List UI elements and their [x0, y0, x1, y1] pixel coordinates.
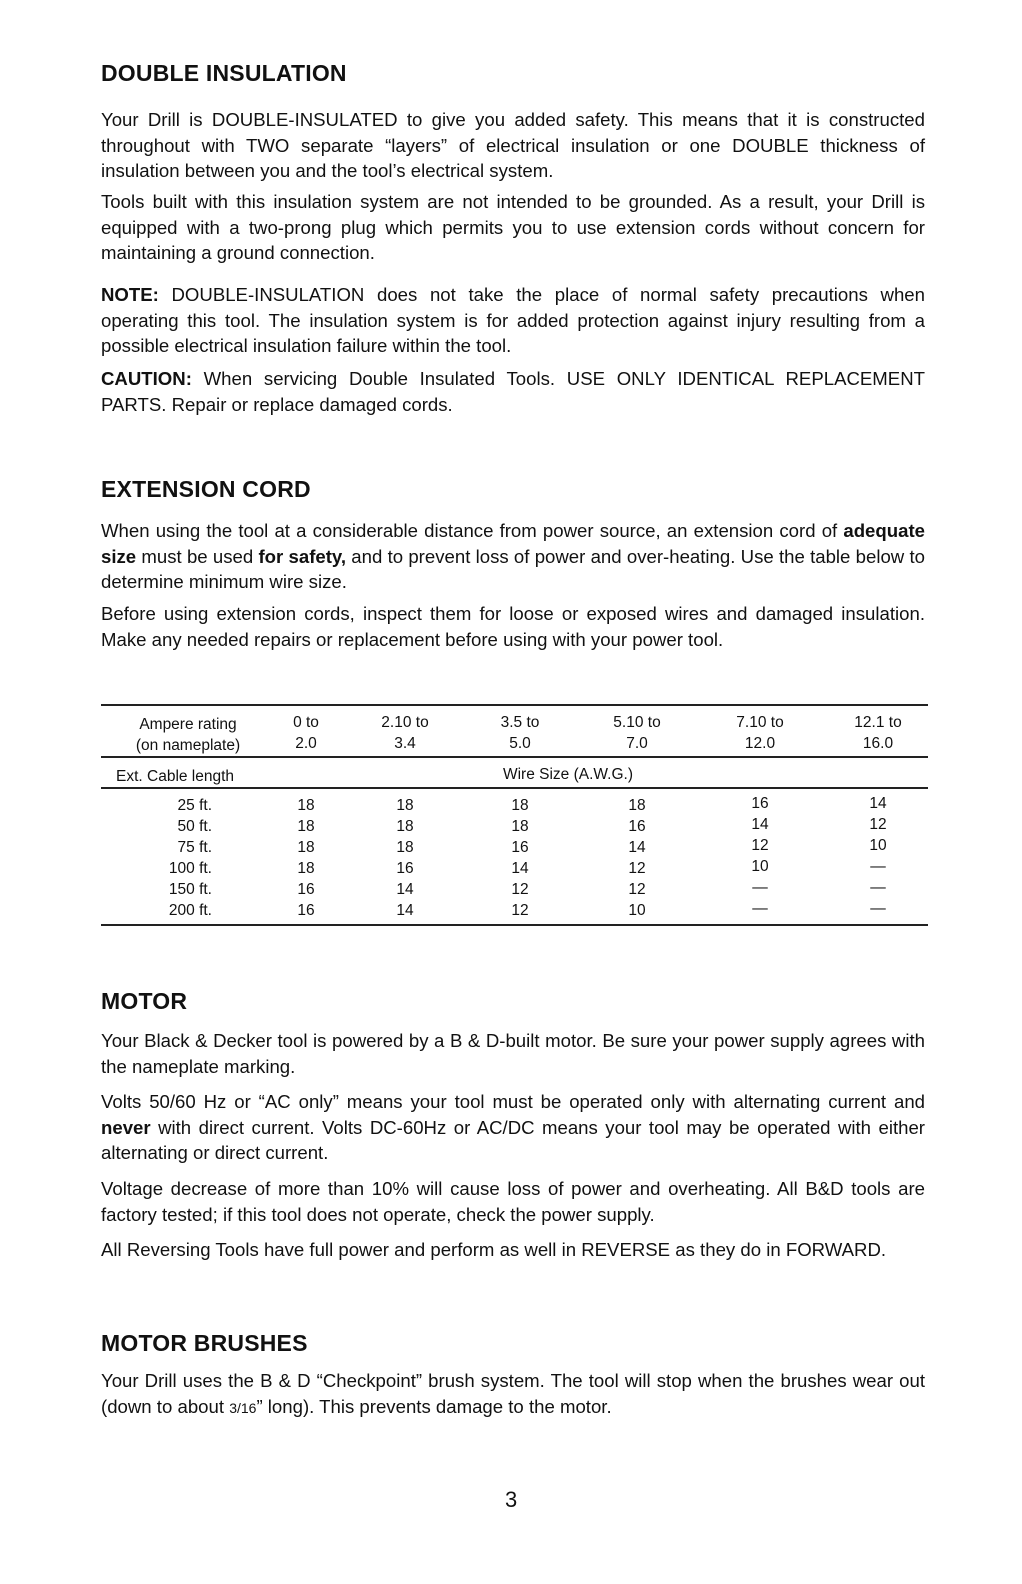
text: ” long). This prevents damage to the motor.	[256, 1395, 612, 1417]
sub-title: Wire Size (A.W.G.)	[502, 766, 634, 783]
paragraph: Your Black & Decker tool is powered by a B & D-built motor. Be sure your power supply agrees with the nameplate marking.	[101, 1030, 925, 1077]
page-number: 3	[505, 1487, 518, 1512]
table-rule	[101, 756, 928, 758]
paragraph: Voltage decrease of more than 10% will cause loss of power and overheating. All B&D tools are factory tested; if this tool does not operate, check the power supply.	[101, 1178, 925, 1225]
ampere-range-header: 2.10 to 3.4	[381, 714, 429, 752]
caution-paragraph	[101, 366, 925, 417]
ampere-range-header: 5.10 to 7.0	[613, 714, 661, 752]
table-rule	[101, 704, 928, 706]
wire-size-cell: 10	[628, 902, 646, 919]
wire-size-cell: —	[752, 879, 768, 896]
wire-size-cell: 18	[396, 818, 414, 835]
wire-size-cell: 14	[396, 902, 414, 919]
text: and to prevent loss of power and over-heating. Use the table below to determine minimum wire size.	[101, 545, 925, 593]
sub-label: Ext. Cable length	[116, 768, 235, 785]
wire-size-cell: —	[870, 900, 886, 917]
wire-size-cell: 14	[511, 860, 529, 877]
wire-size-cell: 12	[511, 902, 529, 919]
wire-size-cell: —	[752, 900, 768, 917]
header-label: Ampere rating (on nameplate)	[135, 716, 241, 754]
cable-length: 150 ft.	[168, 881, 212, 898]
wire-size-cell: 18	[297, 839, 315, 856]
paragraph: All Reversing Tools have full power and perform as well in REVERSE as they do in FORWARD.	[101, 1239, 887, 1260]
heading-motor: MOTOR	[101, 988, 188, 1014]
ampere-range-header: 0 to 2.0	[293, 714, 319, 752]
wire-size-cell: 16	[297, 881, 315, 898]
cable-length: 100 ft.	[168, 860, 212, 877]
table-rule	[101, 924, 928, 926]
wire-size-cell: 18	[297, 860, 315, 877]
wire-size-cell: 18	[396, 797, 414, 814]
paragraph	[101, 518, 925, 595]
paragraph: Before using extension cords, inspect them for loose or exposed wires and damaged insulation. Make any needed repairs or replacement before using with your power tool.	[101, 603, 925, 650]
wire-size-cell: 18	[396, 839, 414, 856]
ampere-range-header: 7.10 to 12.0	[736, 714, 784, 752]
wire-size-cell: 18	[297, 818, 315, 835]
wire-size-cell: —	[870, 858, 886, 875]
wire-size-cell: 14	[751, 816, 769, 833]
cable-length: 50 ft.	[177, 818, 212, 835]
wire-size-cell: 16	[396, 860, 414, 877]
caution-label: CAUTION:	[101, 368, 192, 389]
wire-size-cell: 18	[297, 797, 315, 814]
bold-text: for safety,	[258, 545, 347, 567]
table-rule	[101, 787, 928, 789]
cable-length: 75 ft.	[177, 839, 212, 856]
note-text: DOUBLE-INSULATION does not take the place of normal safety precautions when operating this tool. The insulation system is for added protection against injury resulting from a possible electrical insulation failure within the tool.	[101, 284, 925, 357]
wire-size-cell: 12	[751, 837, 769, 854]
wire-size-cell: 18	[628, 797, 646, 814]
text: Your Drill uses the B & D “Checkpoint” brush system. The tool will stop when the brushes wear out (down to about	[101, 1370, 925, 1417]
cable-length: 200 ft.	[168, 902, 212, 919]
paragraph: Tools built with this insulation system are not intended to be grounded. As a result, your Drill is equipped with a two-prong plug which permits you to use extension cords without concern for maintaining a ground connection.	[101, 191, 925, 264]
text: with direct current. Volts DC-60Hz or AC/DC means your tool may be operated with either alternating or direct current.	[101, 1116, 925, 1164]
wire-size-cell: 14	[396, 881, 414, 898]
wire-size-cell: 14	[869, 795, 887, 812]
note-label: NOTE:	[101, 284, 159, 305]
wire-size-cell: 18	[511, 797, 529, 814]
wire-size-cell: 14	[628, 839, 646, 856]
caution-text: When servicing Double Insulated Tools. USE ONLY IDENTICAL REPLACEMENT PARTS. Repair or replace damaged cords.	[101, 368, 925, 415]
text: When using the tool at a considerable distance from power source, an extension cord of	[101, 520, 844, 541]
paragraph	[101, 1368, 925, 1421]
ampere-range-header: 3.5 to 5.0	[500, 714, 540, 752]
fraction: 3/16	[229, 1399, 257, 1416]
ampere-range-header: 12.1 to 16.0	[854, 714, 902, 752]
paragraph: Your Drill is DOUBLE-INSULATED to give you added safety. This means that it is constructed throughout with TWO separate “layers” of electrical insulation or one DOUBLE thickness of insulation between you and the tool’s electrical system.	[101, 109, 925, 182]
wire-size-cell: 12	[628, 881, 646, 898]
text: must be used	[136, 545, 259, 567]
wire-size-cell: 10	[751, 858, 769, 875]
wire-size-cell: 16	[511, 839, 529, 856]
heading-motor-brushes: MOTOR BRUSHES	[101, 1330, 308, 1356]
wire-size-cell: 18	[511, 818, 529, 835]
bold-text: adequate size	[101, 520, 925, 567]
bold-text: never	[101, 1116, 151, 1138]
wire-size-cell: 12	[869, 816, 887, 833]
heading-double-insulation: DOUBLE INSULATION	[101, 60, 347, 86]
wire-size-cell: —	[870, 879, 886, 896]
wire-size-cell: 10	[869, 837, 887, 854]
wire-size-cell: 12	[628, 860, 646, 877]
text: Volts 50/60 Hz or “AC only” means your tool must be operated only with alternating current and	[101, 1091, 925, 1112]
wire-size-cell: 16	[628, 818, 646, 835]
wire-size-cell: 12	[511, 881, 529, 898]
paragraph	[101, 1089, 925, 1166]
cable-length: 25 ft.	[177, 797, 212, 814]
note-paragraph	[101, 282, 925, 359]
wire-size-cell: 16	[297, 902, 315, 919]
wire-size-cell: 16	[751, 795, 769, 812]
heading-extension-cord: EXTENSION CORD	[101, 476, 311, 502]
